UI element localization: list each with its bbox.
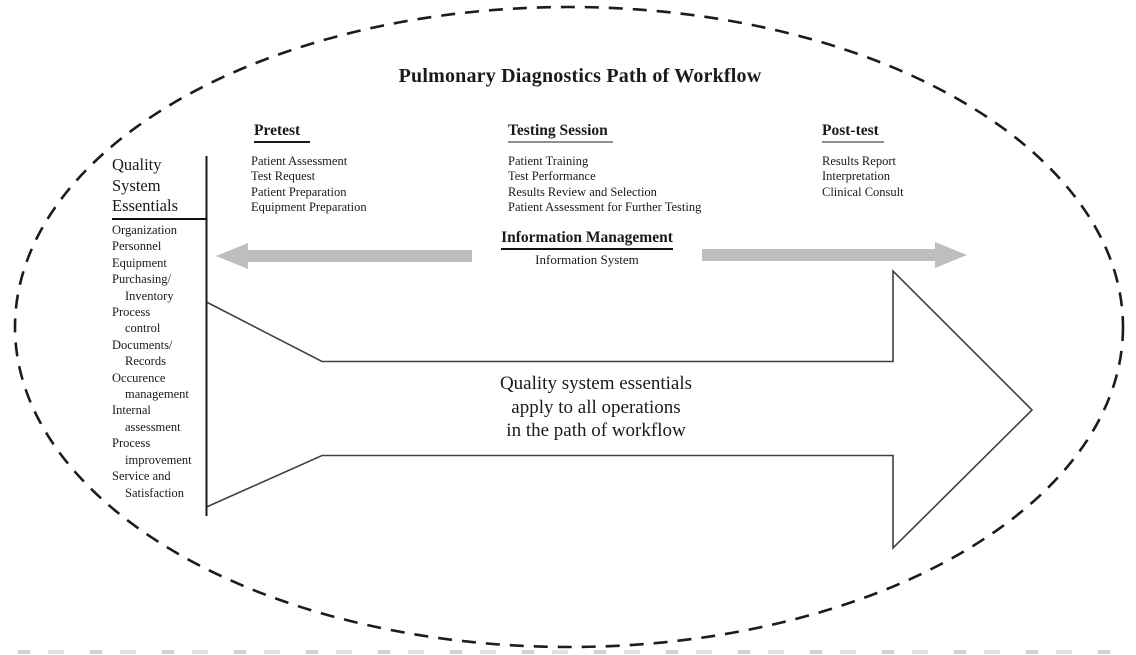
left-gray-arrow-icon (216, 243, 472, 269)
qse-item: Documents/ (112, 337, 173, 352)
qse-item: Service and (112, 469, 171, 484)
cut-off-text-remnant (18, 650, 1118, 654)
arrow-caption-line: Quality system essentials (499, 373, 693, 394)
qse-item-cont: Inventory (125, 288, 174, 303)
pretest-item: Patient Assessment (251, 154, 348, 168)
testing-item: Patient Assessment for Further Testing (508, 200, 702, 215)
posttest-item: Results Report (822, 154, 896, 168)
qse-heading-line: Essentials (112, 196, 178, 215)
posttest-heading-wrap (822, 122, 884, 143)
qse-item-cont: Satisfaction (125, 485, 185, 500)
qse-item: Internal (112, 403, 151, 418)
qse-item: Process (112, 436, 151, 451)
qse-item-cont: Records (125, 354, 166, 369)
pretest-heading-wrap (254, 122, 310, 143)
testing-item: Test Performance (508, 169, 596, 184)
arrow-caption (440, 372, 752, 443)
information-system-label: Information System (535, 252, 639, 267)
diagram-title: Pulmonary Diagnostics Path of Workflow (398, 65, 762, 87)
arrow-caption-line: apply to all operations (511, 396, 681, 418)
qse-heading (112, 155, 206, 220)
pretest-heading: Pretest (254, 122, 310, 143)
testing-session-items (508, 154, 701, 216)
pretest-items (251, 154, 367, 216)
testing-session-heading-wrap (508, 122, 613, 143)
qse-item: Organization (112, 223, 178, 237)
qse-list (112, 222, 212, 501)
arrow-caption-line: in the path of workflow (506, 420, 686, 441)
qse-item-cont: management (125, 387, 189, 402)
posttest-items (822, 154, 904, 200)
testing-item: Results Review and Selection (508, 184, 657, 199)
posttest-item: Interpretation (822, 169, 891, 184)
qse-item-cont: control (125, 321, 161, 336)
posttest-item: Clinical Consult (822, 184, 904, 199)
qse-item: Purchasing/ (112, 272, 172, 287)
qse-heading-line: Quality (112, 155, 162, 174)
information-management-block (437, 229, 737, 268)
qse-item-cont: assessment (125, 419, 181, 434)
qse-heading-line: System (112, 175, 161, 195)
right-gray-arrow-icon (702, 242, 967, 268)
pretest-item: Test Request (251, 169, 316, 184)
pretest-item: Patient Preparation (251, 184, 347, 199)
information-management-heading: Information Management (501, 229, 673, 250)
qse-item: Personnel (112, 239, 162, 254)
qse-item: Process (112, 305, 151, 320)
qse-item: Equipment (112, 255, 167, 270)
qse-item: Occurence (112, 370, 166, 385)
qse-item-cont: improvement (125, 452, 192, 467)
testing-item: Patient Training (508, 154, 589, 168)
testing-session-heading: Testing Session (508, 122, 613, 143)
pretest-item: Equipment Preparation (251, 200, 367, 215)
posttest-heading: Post-test (822, 122, 884, 143)
